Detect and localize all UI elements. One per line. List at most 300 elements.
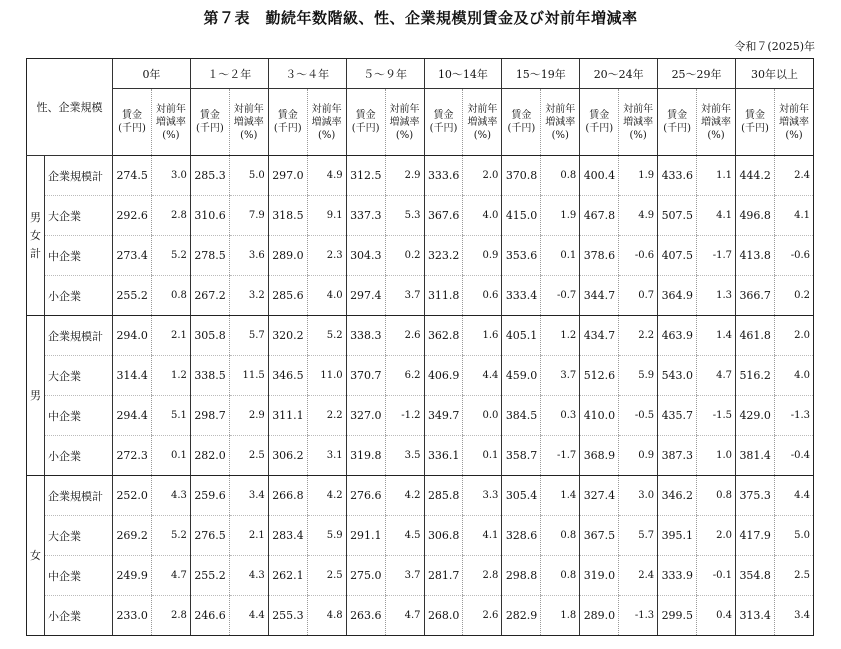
change-header	[307, 89, 346, 156]
wage-header	[113, 89, 152, 156]
change-header-line: 増減率	[311, 116, 342, 128]
change-cell: 5.7	[229, 316, 268, 356]
table-row	[27, 596, 814, 636]
change-header	[385, 89, 424, 156]
change-cell: 5.9	[307, 516, 346, 556]
wage-cell: 496.8	[736, 196, 775, 236]
change-cell: 0.8	[541, 156, 580, 196]
wage-cell: 336.1	[424, 436, 463, 476]
change-header-line: (%)	[395, 129, 414, 141]
change-cell: 2.9	[385, 156, 424, 196]
wage-cell: 310.6	[190, 196, 229, 236]
change-cell: 4.0	[463, 196, 502, 236]
change-header-line: (%)	[707, 129, 725, 141]
wage-cell: 444.2	[736, 156, 775, 196]
table-body	[27, 156, 814, 636]
wage-cell: 297.4	[346, 276, 385, 316]
change-header-line: 対前年	[623, 103, 654, 115]
change-cell: 0.6	[463, 276, 502, 316]
change-cell: 3.0	[151, 156, 190, 196]
change-cell: 3.3	[463, 476, 502, 516]
wage-cell: 543.0	[658, 356, 697, 396]
change-cell: 4.9	[619, 196, 658, 236]
change-header	[619, 89, 658, 156]
wage-cell: 319.8	[346, 436, 385, 476]
wage-cell: 387.3	[658, 436, 697, 476]
wage-header-line: (千円)	[351, 123, 380, 134]
wage-cell: 233.0	[113, 596, 152, 636]
wage-cell: 358.7	[502, 436, 541, 476]
change-header	[229, 89, 268, 156]
change-cell: 2.0	[774, 316, 813, 356]
table-row	[27, 316, 814, 356]
change-cell: 5.0	[774, 516, 813, 556]
table-row	[27, 516, 814, 556]
change-cell: 5.1	[151, 396, 190, 436]
size-label: 大企業	[45, 196, 113, 236]
change-cell: 0.3	[541, 396, 580, 436]
change-cell: 2.5	[307, 556, 346, 596]
change-header-line: 増減率	[778, 116, 809, 128]
change-cell: -1.3	[619, 596, 658, 636]
change-cell: 4.8	[307, 596, 346, 636]
wage-header-line: (千円)	[118, 123, 146, 134]
change-header	[774, 89, 813, 156]
wage-cell: 313.4	[736, 596, 775, 636]
change-cell: 2.0	[697, 516, 736, 556]
change-header-line: 対前年	[155, 103, 186, 115]
wage-cell: 344.7	[580, 276, 619, 316]
change-cell: 0.1	[463, 436, 502, 476]
change-cell: 4.0	[774, 356, 813, 396]
table-row	[27, 396, 814, 436]
wage-cell: 314.4	[113, 356, 152, 396]
wage-cell: 266.8	[268, 476, 307, 516]
group-label-char: 女	[30, 548, 41, 562]
size-label: 中企業	[45, 556, 113, 596]
size-label: 企業規模計	[45, 316, 113, 356]
wage-cell: 255.2	[190, 556, 229, 596]
change-cell: -1.5	[697, 396, 736, 436]
wage-cell: 354.8	[736, 556, 775, 596]
change-cell: -1.2	[385, 396, 424, 436]
change-cell: 2.3	[307, 236, 346, 276]
era-label: 令和７(2025)年	[734, 40, 815, 53]
change-cell: 1.0	[697, 436, 736, 476]
wage-cell: 367.5	[580, 516, 619, 556]
change-cell: 2.0	[463, 156, 502, 196]
tenure-header: ５～９年	[346, 59, 424, 89]
wage-header	[424, 89, 463, 156]
wage-header-line: 賃金	[121, 110, 142, 121]
wage-header	[580, 89, 619, 156]
change-header-line: 増減率	[467, 116, 498, 128]
change-cell: 4.4	[463, 356, 502, 396]
wage-header-line: (千円)	[273, 123, 302, 134]
change-cell: 2.2	[307, 396, 346, 436]
tenure-header-row	[27, 59, 814, 89]
wage-cell: 333.6	[424, 156, 463, 196]
wage-cell: 294.0	[113, 316, 152, 356]
wage-header-line: (千円)	[195, 123, 224, 134]
change-cell: 4.9	[307, 156, 346, 196]
change-header-line: (%)	[318, 129, 336, 141]
wage-cell: 262.1	[268, 556, 307, 596]
wage-header-line: 賃金	[355, 110, 376, 121]
change-header-line: 増減率	[545, 116, 576, 128]
wage-cell: 312.5	[346, 156, 385, 196]
change-cell: 3.7	[385, 276, 424, 316]
wage-cell: 292.6	[113, 196, 152, 236]
wage-cell: 327.4	[580, 476, 619, 516]
wage-cell: 306.2	[268, 436, 307, 476]
wage-cell: 276.5	[190, 516, 229, 556]
wage-cell: 338.5	[190, 356, 229, 396]
change-cell: -0.6	[619, 236, 658, 276]
change-cell: 1.1	[697, 156, 736, 196]
wage-cell: 320.2	[268, 316, 307, 356]
change-cell: 1.2	[541, 316, 580, 356]
wage-cell: 255.3	[268, 596, 307, 636]
size-label: 企業規模計	[45, 156, 113, 196]
wage-cell: 269.2	[113, 516, 152, 556]
wage-cell: 512.6	[580, 356, 619, 396]
table-row	[27, 356, 814, 396]
change-cell: 4.4	[774, 476, 813, 516]
change-header-line: 対前年	[701, 103, 732, 115]
change-cell: 2.5	[774, 556, 813, 596]
size-label: 中企業	[45, 396, 113, 436]
wage-cell: 305.8	[190, 316, 229, 356]
wage-cell: 299.5	[658, 596, 697, 636]
tenure-header: 0年	[113, 59, 191, 89]
change-header-line: (%)	[240, 129, 258, 141]
wage-cell: 263.6	[346, 596, 385, 636]
change-header-line: 増減率	[233, 116, 264, 128]
change-cell: 0.7	[619, 276, 658, 316]
change-cell: 2.8	[151, 196, 190, 236]
wage-header-line: (千円)	[741, 123, 769, 134]
change-cell: 3.5	[385, 436, 424, 476]
change-cell: 4.1	[697, 196, 736, 236]
group-label-char: 計	[30, 246, 41, 260]
wage-cell: 370.8	[502, 156, 541, 196]
wage-header	[658, 89, 697, 156]
group-label-char: 男	[30, 388, 41, 402]
wage-cell: 362.8	[424, 316, 463, 356]
wage-cell: 407.5	[658, 236, 697, 276]
wage-cell: 285.3	[190, 156, 229, 196]
change-cell: 4.2	[385, 476, 424, 516]
wage-cell: 323.2	[424, 236, 463, 276]
change-cell: 4.0	[307, 276, 346, 316]
table-row	[27, 276, 814, 316]
tenure-header: 25～29年	[658, 59, 736, 89]
group-label	[27, 316, 45, 476]
wage-cell: 294.4	[113, 396, 152, 436]
wage-header-line: (千円)	[585, 123, 614, 134]
wage-cell: 272.3	[113, 436, 152, 476]
wage-cell: 364.9	[658, 276, 697, 316]
change-cell: 11.5	[229, 356, 268, 396]
change-header-line: (%)	[785, 129, 803, 141]
wage-header-line: (千円)	[507, 123, 536, 134]
change-cell: -0.1	[697, 556, 736, 596]
change-cell: -0.6	[774, 236, 813, 276]
change-cell: 5.2	[151, 516, 190, 556]
wage-header	[502, 89, 541, 156]
wage-cell: 337.3	[346, 196, 385, 236]
wage-cell: 255.2	[113, 276, 152, 316]
wage-cell: 249.9	[113, 556, 152, 596]
wage-cell: 381.4	[736, 436, 775, 476]
change-cell: 0.0	[463, 396, 502, 436]
change-cell: 4.7	[151, 556, 190, 596]
wage-cell: 291.1	[346, 516, 385, 556]
change-cell: 3.4	[229, 476, 268, 516]
wage-cell: 406.9	[424, 356, 463, 396]
wage-cell: 282.0	[190, 436, 229, 476]
change-header	[463, 89, 502, 156]
wage-cell: 333.9	[658, 556, 697, 596]
wage-cell: 346.5	[268, 356, 307, 396]
wage-cell: 276.6	[346, 476, 385, 516]
table-row	[27, 436, 814, 476]
change-cell: 4.1	[463, 516, 502, 556]
wage-cell: 306.8	[424, 516, 463, 556]
change-cell: 4.3	[229, 556, 268, 596]
wage-cell: 327.0	[346, 396, 385, 436]
table-row	[27, 156, 814, 196]
change-cell: -1.7	[697, 236, 736, 276]
change-cell: 7.9	[229, 196, 268, 236]
change-header	[697, 89, 736, 156]
change-cell: 4.3	[151, 476, 190, 516]
change-cell: 2.4	[619, 556, 658, 596]
wage-header	[736, 89, 775, 156]
row-label-header: 性、企業規模	[27, 59, 113, 156]
change-cell: -0.5	[619, 396, 658, 436]
change-cell: 5.0	[229, 156, 268, 196]
wage-cell: 467.8	[580, 196, 619, 236]
change-cell: 5.2	[151, 236, 190, 276]
wage-header-line: 賃金	[511, 110, 532, 121]
wage-cell: 311.8	[424, 276, 463, 316]
change-header-line: 対前年	[545, 103, 576, 115]
wage-cell: 297.0	[268, 156, 307, 196]
wage-cell: 289.0	[580, 596, 619, 636]
change-cell: 3.7	[541, 356, 580, 396]
tenure-header: １～２年	[190, 59, 268, 89]
wage-cell: 429.0	[736, 396, 775, 436]
wage-cell: 278.5	[190, 236, 229, 276]
measure-header-row	[27, 89, 814, 156]
group-label-char: 女	[30, 228, 41, 242]
wage-cell: 400.4	[580, 156, 619, 196]
change-cell: 4.7	[697, 356, 736, 396]
wage-cell: 375.3	[736, 476, 775, 516]
table-row	[27, 236, 814, 276]
wage-cell: 274.5	[113, 156, 152, 196]
change-cell: 0.8	[541, 556, 580, 596]
change-cell: 1.9	[619, 156, 658, 196]
wage-cell: 405.1	[502, 316, 541, 356]
tenure-header: 10～14年	[424, 59, 502, 89]
change-cell: 2.4	[774, 156, 813, 196]
change-cell: 1.4	[541, 476, 580, 516]
wage-table	[26, 58, 814, 636]
wage-cell: 318.5	[268, 196, 307, 236]
change-header-line: 増減率	[623, 116, 654, 128]
change-cell: 4.4	[229, 596, 268, 636]
wage-header-line: (千円)	[663, 123, 691, 134]
change-cell: 9.1	[307, 196, 346, 236]
wage-cell: 516.2	[736, 356, 775, 396]
wage-header-line: 賃金	[277, 110, 298, 121]
wage-cell: 417.9	[736, 516, 775, 556]
wage-cell: 370.7	[346, 356, 385, 396]
change-header-line: 増減率	[155, 116, 186, 128]
wage-cell: 283.4	[268, 516, 307, 556]
wage-cell: 353.6	[502, 236, 541, 276]
wage-cell: 285.8	[424, 476, 463, 516]
change-cell: 5.9	[619, 356, 658, 396]
table-row	[27, 476, 814, 516]
change-cell: 6.2	[385, 356, 424, 396]
change-cell: 2.9	[229, 396, 268, 436]
wage-cell: 285.6	[268, 276, 307, 316]
change-cell: 1.9	[541, 196, 580, 236]
wage-cell: 304.3	[346, 236, 385, 276]
wage-cell: 273.4	[113, 236, 152, 276]
change-header-line: (%)	[551, 129, 569, 141]
group-label	[27, 156, 45, 316]
size-label: 大企業	[45, 356, 113, 396]
size-label: 企業規模計	[45, 476, 113, 516]
change-header-line: 対前年	[467, 103, 498, 115]
wage-cell: 367.6	[424, 196, 463, 236]
wage-cell: 298.8	[502, 556, 541, 596]
change-cell: 2.1	[229, 516, 268, 556]
wage-header	[268, 89, 307, 156]
wage-cell: 259.6	[190, 476, 229, 516]
change-cell: -1.3	[774, 396, 813, 436]
change-header-line: 増減率	[701, 116, 732, 128]
tenure-header: 20～24年	[580, 59, 658, 89]
wage-header-line: 賃金	[589, 110, 610, 121]
change-header-line: 増減率	[389, 116, 420, 128]
wage-cell: 415.0	[502, 196, 541, 236]
change-cell: 0.8	[151, 276, 190, 316]
wage-cell: 319.0	[580, 556, 619, 596]
wage-cell: 281.7	[424, 556, 463, 596]
wage-cell: 246.6	[190, 596, 229, 636]
change-cell: 2.6	[385, 316, 424, 356]
wage-cell: 252.0	[113, 476, 152, 516]
wage-header-line: 賃金	[667, 110, 688, 121]
change-cell: 3.1	[307, 436, 346, 476]
wage-cell: 275.0	[346, 556, 385, 596]
change-cell: 2.2	[619, 316, 658, 356]
change-cell: 3.2	[229, 276, 268, 316]
change-header-line: 対前年	[311, 103, 342, 115]
wage-cell: 507.5	[658, 196, 697, 236]
change-cell: -0.7	[541, 276, 580, 316]
change-header-line: 対前年	[233, 103, 264, 115]
change-cell: 3.0	[619, 476, 658, 516]
change-cell: 5.2	[307, 316, 346, 356]
change-header-line: (%)	[629, 129, 647, 141]
table-row	[27, 196, 814, 236]
wage-cell: 349.7	[424, 396, 463, 436]
change-cell: 2.6	[463, 596, 502, 636]
change-header-line: (%)	[473, 129, 492, 141]
change-cell: 0.8	[541, 516, 580, 556]
change-header	[541, 89, 580, 156]
change-cell: 1.8	[541, 596, 580, 636]
change-cell: 0.9	[463, 236, 502, 276]
wage-cell: 433.6	[658, 156, 697, 196]
wage-cell: 346.2	[658, 476, 697, 516]
change-header-line: 対前年	[778, 103, 809, 115]
wage-cell: 268.0	[424, 596, 463, 636]
size-label: 大企業	[45, 516, 113, 556]
wage-header-line: 賃金	[433, 110, 454, 121]
wage-header	[190, 89, 229, 156]
change-cell: 2.8	[151, 596, 190, 636]
wage-header	[346, 89, 385, 156]
wage-header-line: 賃金	[744, 110, 765, 121]
wage-cell: 459.0	[502, 356, 541, 396]
wage-cell: 366.7	[736, 276, 775, 316]
tenure-header: ３～４年	[268, 59, 346, 89]
change-cell: 1.2	[151, 356, 190, 396]
wage-cell: 410.0	[580, 396, 619, 436]
wage-cell: 434.7	[580, 316, 619, 356]
change-cell: -0.4	[774, 436, 813, 476]
wage-cell: 463.9	[658, 316, 697, 356]
wage-cell: 311.1	[268, 396, 307, 436]
wage-cell: 267.2	[190, 276, 229, 316]
wage-cell: 368.9	[580, 436, 619, 476]
wage-cell: 338.3	[346, 316, 385, 356]
change-cell: 2.1	[151, 316, 190, 356]
size-label: 小企業	[45, 596, 113, 636]
wage-header-line: (千円)	[429, 123, 458, 134]
change-cell: -1.7	[541, 436, 580, 476]
size-label: 中企業	[45, 236, 113, 276]
change-cell: 2.5	[229, 436, 268, 476]
wage-cell: 435.7	[658, 396, 697, 436]
group-label	[27, 476, 45, 636]
change-cell: 3.7	[385, 556, 424, 596]
change-cell: 4.5	[385, 516, 424, 556]
group-label-char: 男	[30, 210, 41, 224]
change-cell: 1.4	[697, 316, 736, 356]
wage-cell: 305.4	[502, 476, 541, 516]
change-header-line: (%)	[162, 129, 180, 141]
wage-cell: 333.4	[502, 276, 541, 316]
tenure-header: 15～19年	[502, 59, 580, 89]
table-row	[27, 556, 814, 596]
change-cell: 0.2	[385, 236, 424, 276]
change-cell: 0.4	[697, 596, 736, 636]
change-cell: 4.1	[774, 196, 813, 236]
change-cell: 4.7	[385, 596, 424, 636]
change-cell: 3.6	[229, 236, 268, 276]
change-header-line: 対前年	[389, 103, 420, 115]
change-cell: 0.1	[541, 236, 580, 276]
